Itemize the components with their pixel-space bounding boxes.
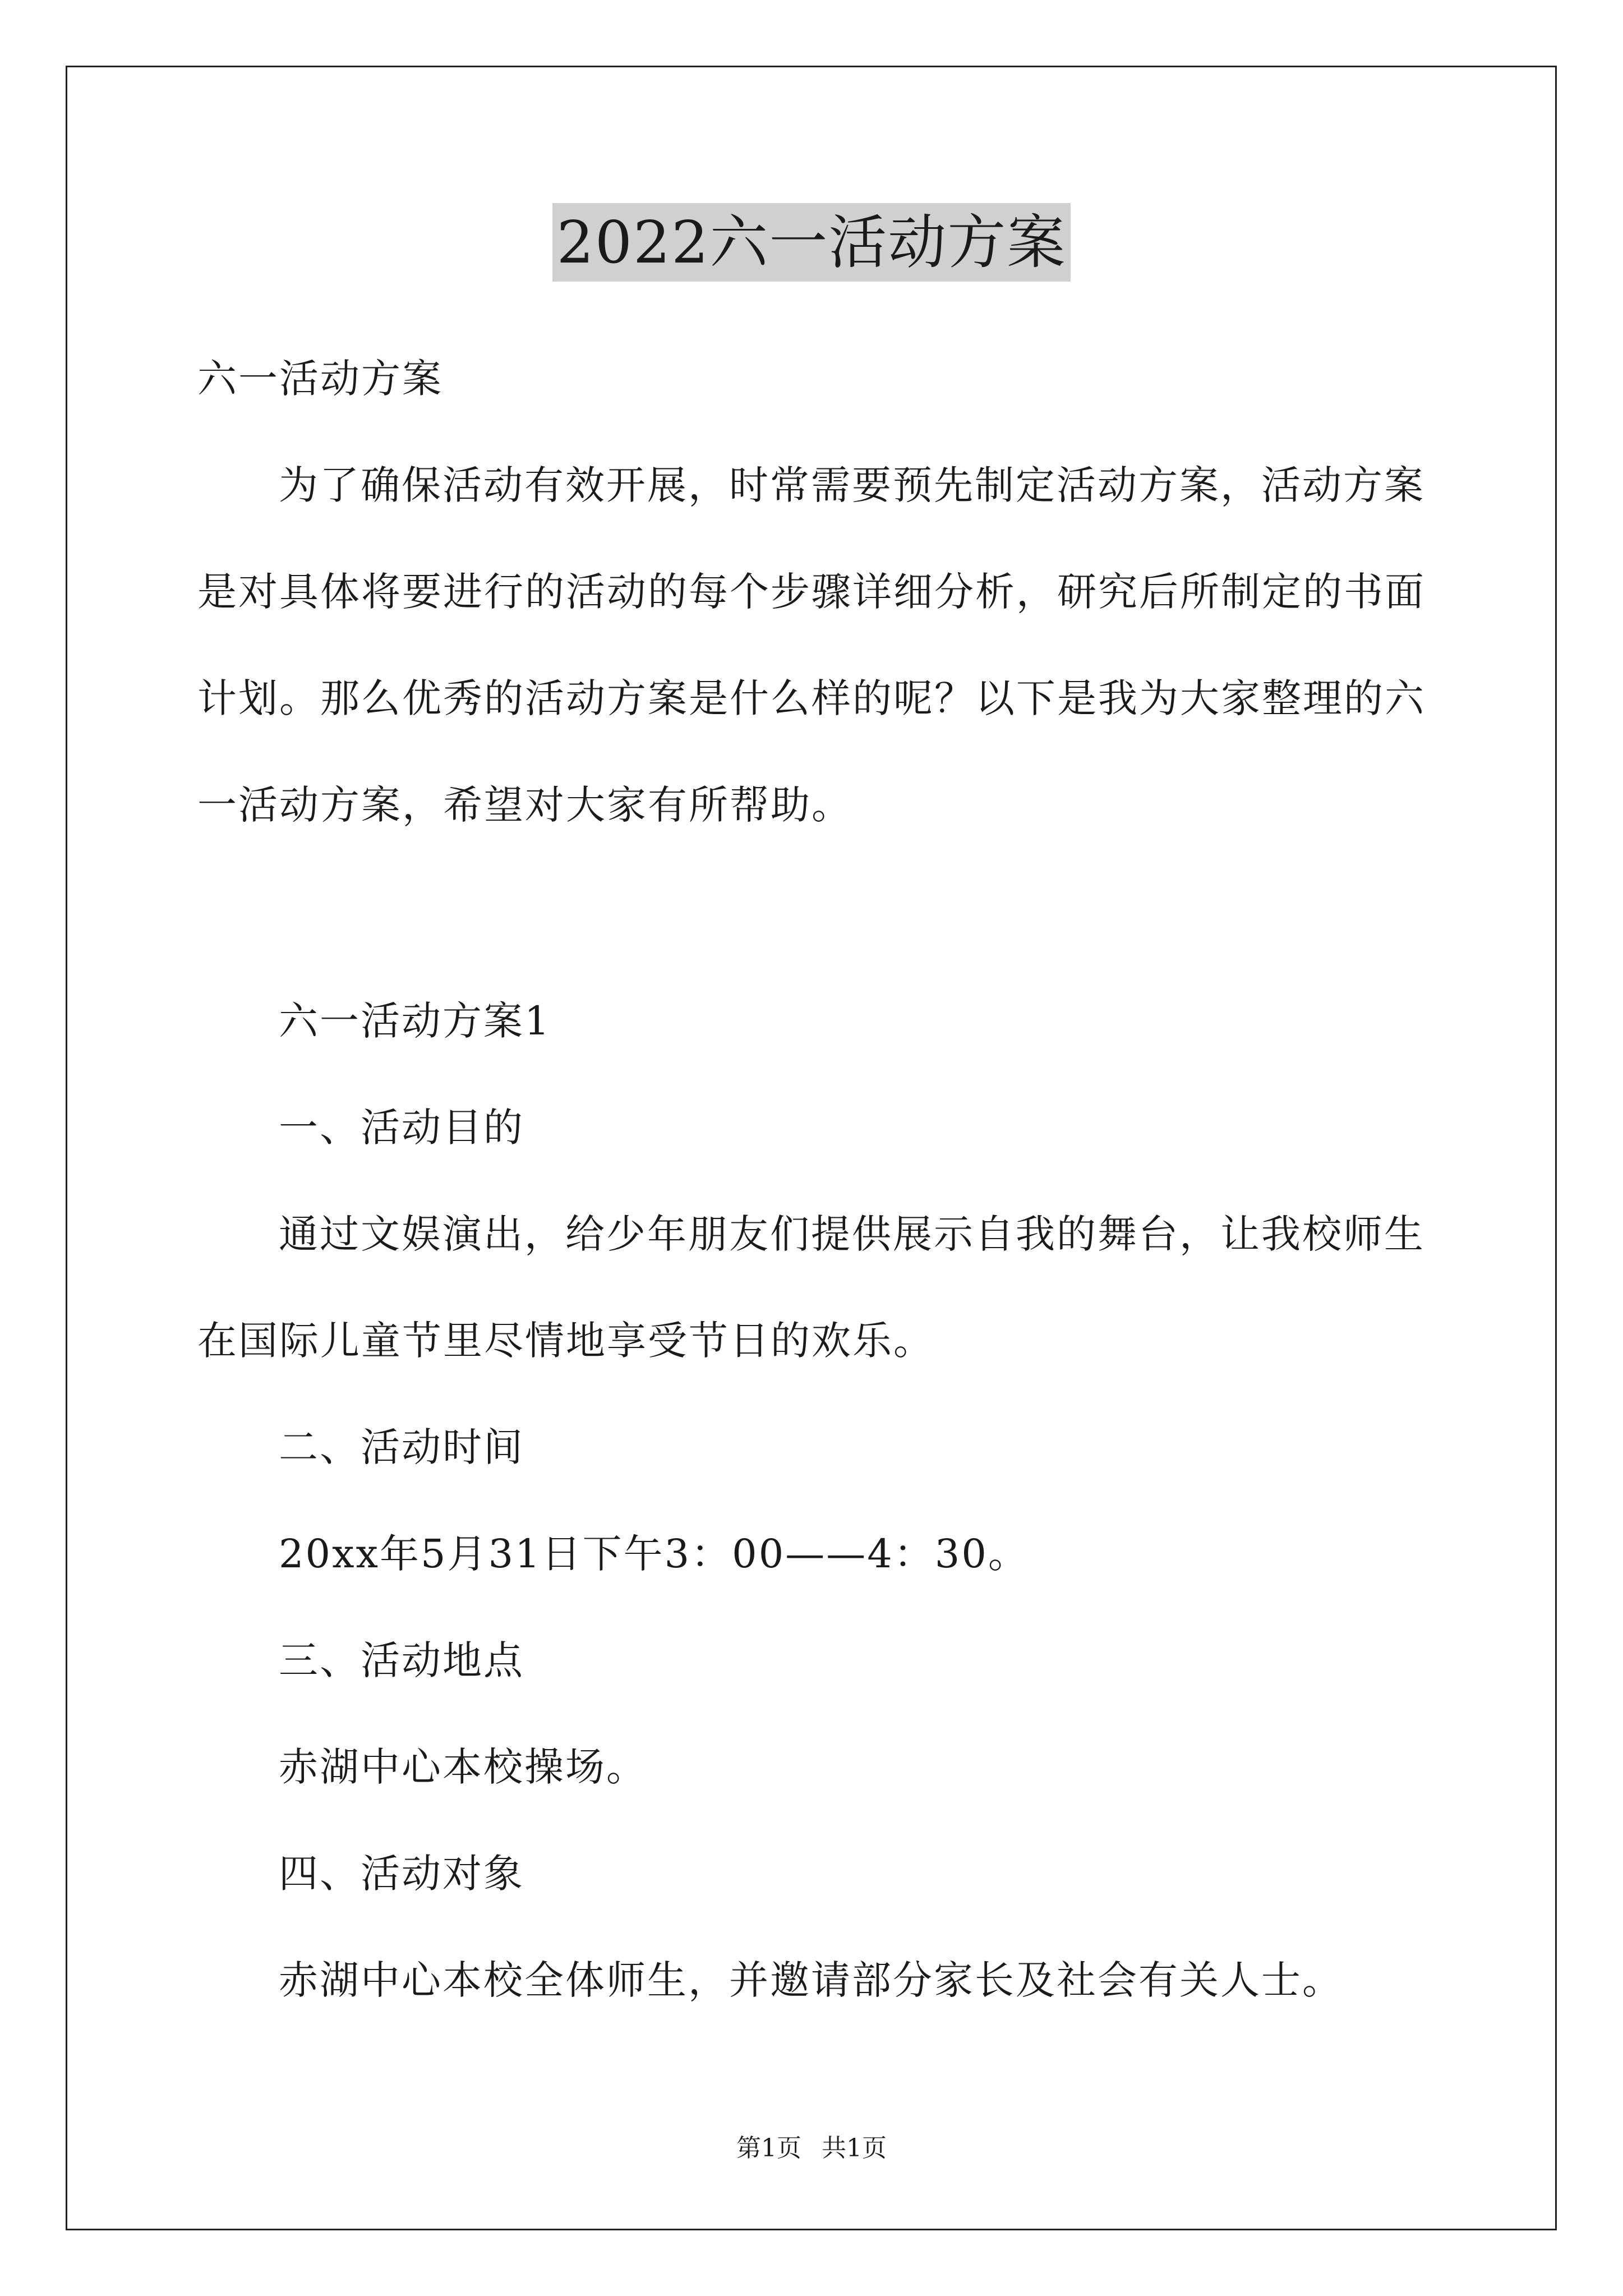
title-container xyxy=(0,203,1623,282)
heading-participants: 四、活动对象 xyxy=(279,1851,524,1897)
intro-line-1: 为了确保活动有效开展，时常需要预先制定活动方案，活动方案 xyxy=(279,462,1425,508)
intro-line-4: 一活动方案，希望对大家有所帮助。 xyxy=(197,782,852,828)
page-total: 共1页 xyxy=(822,2134,887,2162)
document-subtitle: 六一活动方案 xyxy=(197,356,443,402)
section-title: 六一活动方案1 xyxy=(279,998,551,1044)
paragraph-purpose-line-2: 在国际儿童节里尽情地享受节日的欢乐。 xyxy=(197,1318,934,1364)
document-title: 2022六一活动方案 xyxy=(552,203,1071,282)
intro-line-2: 是对具体将要进行的活动的每个步骤详细分析，研究后所制定的书面 xyxy=(197,569,1426,615)
paragraph-location: 赤湖中心本校操场。 xyxy=(279,1744,647,1790)
paragraph-purpose-line-1: 通过文娱演出，给少年朋友们提供展示自我的舞台，让我校师生 xyxy=(279,1211,1425,1257)
page-footer xyxy=(0,2132,1623,2165)
paragraph-participants: 赤湖中心本校全体师生，并邀请部分家长及社会有关人士。 xyxy=(279,1957,1343,2003)
page-number: 第1页 xyxy=(736,2134,801,2162)
paragraph-time: 20xx年5月31日下午3：00——4：30。 xyxy=(279,1531,1029,1577)
heading-time: 二、活动时间 xyxy=(279,1424,524,1470)
heading-purpose: 一、活动目的 xyxy=(279,1105,524,1151)
heading-location: 三、活动地点 xyxy=(279,1637,524,1683)
intro-line-3: 计划。那么优秀的活动方案是什么样的呢？以下是我为大家整理的六 xyxy=(197,675,1426,721)
